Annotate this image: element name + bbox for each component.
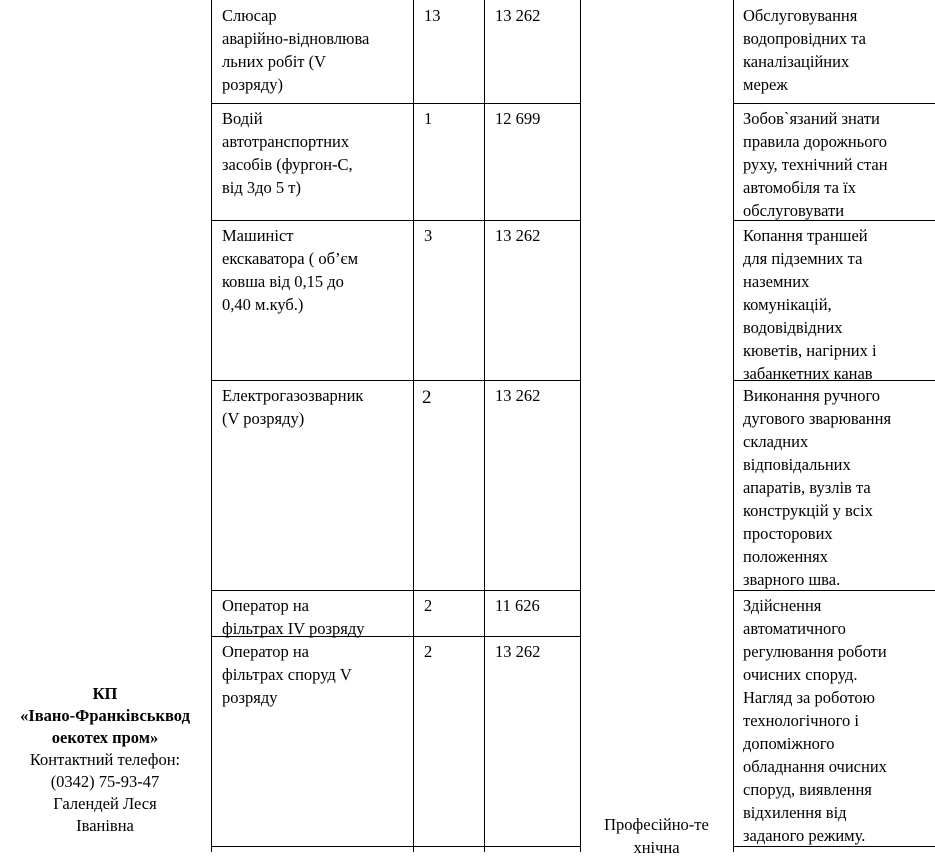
- row-separator: [733, 103, 935, 104]
- table-row-salary: 13 262: [495, 386, 541, 405]
- table-row-position: Машиніст екскаватора ( об’єм ковша від 0,15 до 0,40 м.куб.): [222, 226, 359, 314]
- table-row-position: Водій автотранспортних засобів (фургон-С, від 3до 5 т): [222, 109, 353, 197]
- table-row-duties: Здійснення автоматичного регулювання роботи очисних споруд. Нагляд за роботою технологічного і допоміжного обладнання очисних споруд, виявлення відхилення від заданого режиму.: [743, 596, 887, 845]
- table-row-duties: Зобов`язаний знати правила дорожнього руху, технічний стан автомобіля та їх обслуговувати: [743, 109, 888, 220]
- organization-contact: [0, 683, 210, 837]
- table-row-position: Електрогазозварник (V розряду): [222, 386, 364, 428]
- table-row-count: 13: [424, 6, 441, 25]
- table-border-duties: [733, 0, 734, 852]
- table-row-count: 2: [422, 387, 432, 408]
- table-row-duties: Виконання ручного дугового зварювання складних відповідальних апаратів, вузлів та конструкцій у всіх просторових положеннях зварного шва.: [743, 386, 892, 589]
- row-separator: [211, 220, 580, 221]
- row-separator: [211, 846, 580, 847]
- phone-number: (0342) 75-93-47: [50, 772, 160, 791]
- table-row-duties: Обслуговування водопровідних та каналізаційних мереж: [743, 6, 866, 94]
- table-row-count: 2: [424, 596, 433, 615]
- table-row-salary: 13 262: [495, 226, 541, 245]
- table-row-count: 1: [424, 109, 433, 128]
- table-row-duties: Копання траншей для підземних та наземних комунікацій, водовідвідних кюветів, нагірних і забанкетних канав: [743, 226, 877, 383]
- qualification-category: Професійно-те хнічна: [604, 815, 709, 857]
- table-row-position: Оператор на фільтрах IV розряду: [222, 596, 365, 638]
- table-row-salary: 13 262: [495, 6, 541, 25]
- table-row-count: 3: [424, 226, 433, 245]
- row-separator: [211, 590, 580, 591]
- table-row-salary: 11 626: [495, 596, 540, 615]
- organization-name: КП «Івано-Франківськвод оекотех пром»: [20, 684, 190, 747]
- phone-label: Контактний телефон:: [29, 750, 181, 769]
- table-border-count: [413, 0, 414, 852]
- table-row-count: 2: [424, 642, 433, 661]
- table-row-position: Слюсар аварійно-відновлюва льних робіт (V розряду): [222, 6, 370, 94]
- contact-person: Галендей Леся Іванівна: [53, 794, 157, 835]
- table-border-category: [580, 0, 581, 852]
- row-separator: [211, 380, 580, 381]
- table-row-salary: 12 699: [495, 109, 541, 128]
- row-separator: [211, 103, 580, 104]
- table-border-left: [211, 0, 212, 852]
- table-row-position: Оператор на фільтрах споруд V розряду: [222, 642, 352, 707]
- table-border-salary: [484, 0, 485, 852]
- table-row-salary: 13 262: [495, 642, 541, 661]
